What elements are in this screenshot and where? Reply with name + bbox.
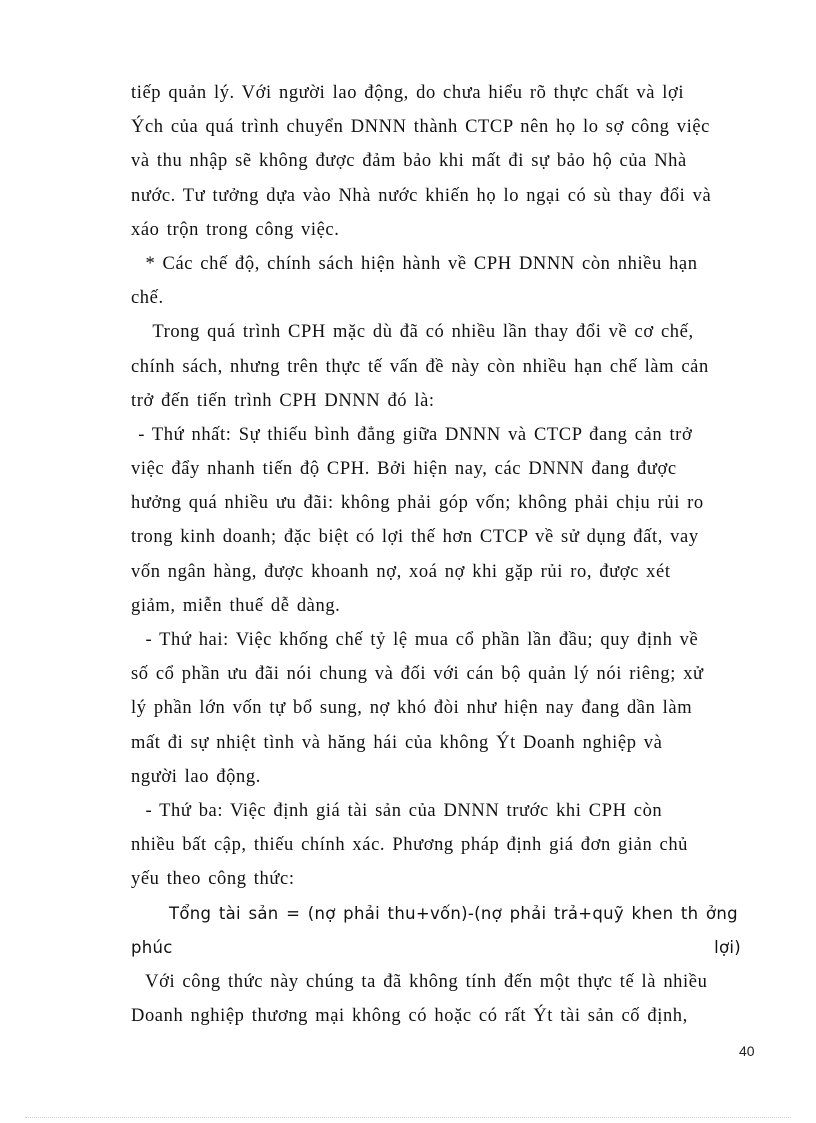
text-line: yếu theo công thức: [131,869,295,890]
text-line: Với công thức này chúng ta đã không tính đến một thực tế là nhiều [131,971,708,992]
text-line: Ých của quá trình chuyển DNNN thành CTCP nên họ lo sợ công việc [131,117,710,138]
body-text [131,76,741,1033]
text-line: nhiều bất cập, thiếu chính xác. Phương pháp định giá đơn giản chủ [131,835,689,856]
text-line: chính sách, nhưng trên thực tế vấn đề này còn nhiều hạn chế làm cản [131,356,709,377]
text-line: và thu nhập sẽ không được đảm bảo khi mất đi sự bảo hộ của Nhà [131,151,687,172]
page-number: 40 [739,1043,755,1059]
text-line: - Thứ ba: Việc định giá tài sản của DNNN trước khi CPH còn [131,800,663,821]
text-line: trở đến tiến trình CPH DNNN đó là: [131,390,435,411]
text-line: - Thứ hai: Việc khống chế tỷ lệ mua cổ phần lần đầu; quy định về [131,630,699,650]
text-line: lý phần lớn vốn tự bổ sung, nợ khó đòi như hiện nay đang dần làm [131,698,693,719]
text-line: - Thứ nhất: Sự thiếu bình đẳng giữa DNNN và CTCP đang cản trở [131,424,693,445]
text-line: Trong quá trình CPH mặc dù đã có nhiều lần thay đổi về cơ chế, [131,322,694,343]
text-line: tiếp quản lý. Với người lao động, do chưa hiểu rõ thực chất và lợi [131,83,685,103]
text-line: hưởng quá nhiều ưu đãi: không phải góp vốn; không phải chịu rủi ro [131,493,704,514]
formula-line: Tổng tài sản = (nợ phải thu+vốn)-(nợ phải trả+quỹ khen th ởng [169,903,738,923]
text-line: mất đi sự nhiệt tình và hăng hái của không Ýt Doanh nghiệp và [131,732,663,753]
text-line: Doanh nghiệp thương mại không có hoặc có rất Ýt tài sản cố định, [131,1006,688,1027]
formula-tail [131,931,741,965]
text-line: vốn ngân hàng, được khoanh nợ, xoá nợ khi gặp rủi ro, được xét [131,561,671,582]
page-bottom-divider [25,1117,791,1118]
text-line: người lao động. [131,766,261,787]
text-line: giảm, miễn thuế dễ dàng. [131,595,341,616]
text-line: chế. [131,288,164,309]
text-line: nước. Tư tưởng dựa vào Nhà nước khiến họ lo ngại có sù thay đổi và [131,185,712,206]
text-line: * Các chế độ, chính sách hiện hành về CPH DNNN còn nhiều hạn [131,253,698,274]
text-line: số cổ phần ưu đãi nói chung và đối với cán bộ quản lý nói riêng; xử [131,664,704,685]
text-line: trong kinh doanh; đặc biệt có lợi thế hơn CTCP về sử dụng đất, vay [131,527,699,548]
text-line: việc đẩy nhanh tiến độ CPH. Bởi hiện nay, các DNNN đang được [131,459,677,480]
formula-tail-left: phúc [131,937,173,957]
text-line: xáo trộn trong công việc. [131,219,340,240]
formula-tail-right: lợi) [714,937,741,957]
